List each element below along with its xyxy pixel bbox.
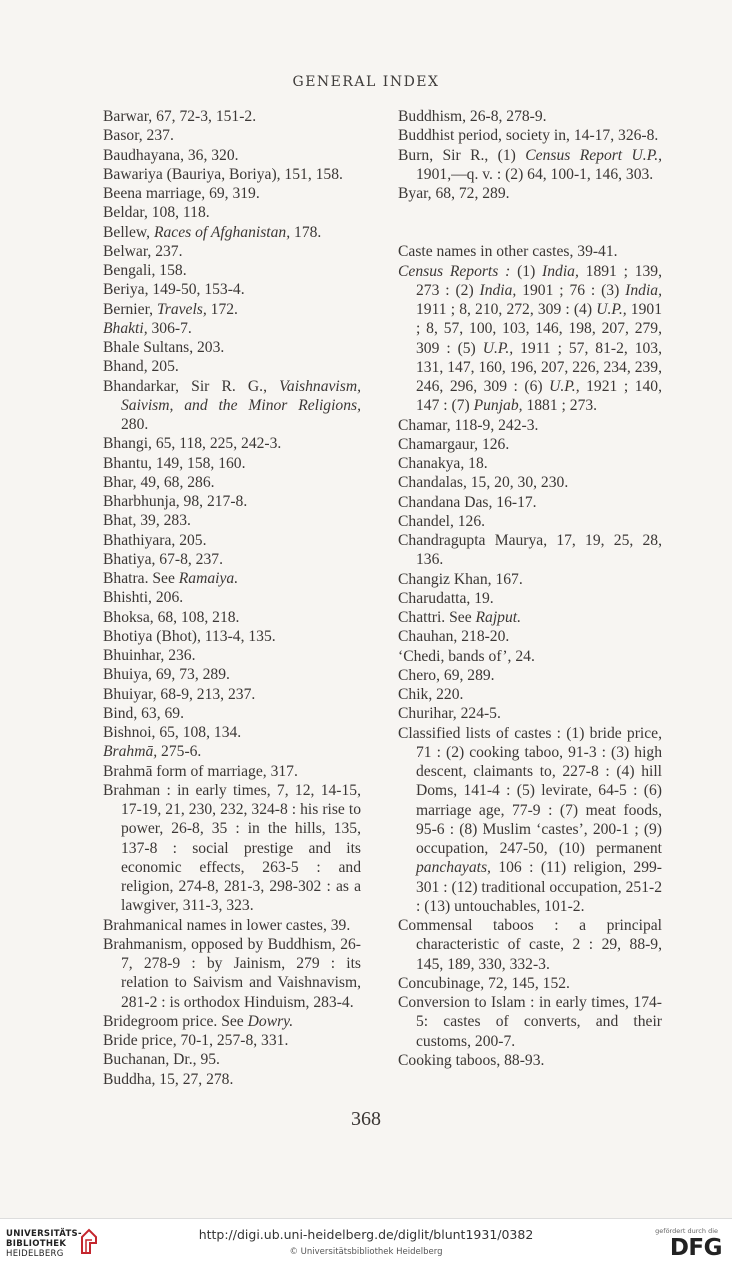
index-entry-italic: India, bbox=[542, 262, 579, 280]
index-entry bbox=[398, 242, 662, 261]
index-entry-italic: U.P., bbox=[482, 339, 514, 357]
copyright-notice: © Universitätsbibliothek Heidelberg bbox=[289, 1247, 443, 1257]
index-entry-text: 172. bbox=[206, 300, 238, 318]
index-entry-text: Chandalas, 15, 20, 30, 230. bbox=[398, 474, 569, 492]
index-entry-text: Brahmanical names in lower castes, 39. bbox=[103, 916, 351, 934]
index-group-c bbox=[398, 242, 662, 1070]
index-entry-text: Chamargaur, 126. bbox=[398, 435, 510, 453]
index-entry bbox=[103, 511, 361, 530]
index-entry bbox=[103, 685, 361, 704]
index-entry-italic: Rajput. bbox=[475, 609, 522, 626]
running-header: GENERAL INDEX bbox=[292, 74, 440, 90]
index-entry bbox=[398, 627, 662, 646]
index-entry-text: Chero, 69, 289. bbox=[398, 666, 495, 684]
logo-text-line3: HEIDELBERG bbox=[6, 1249, 64, 1259]
index-column-right bbox=[398, 107, 662, 1070]
index-entry bbox=[103, 1031, 361, 1050]
index-entry bbox=[398, 531, 662, 570]
index-entry-text: Charudatta, 19. bbox=[398, 589, 494, 607]
index-entry bbox=[103, 550, 361, 569]
index-entry-text: 1901,—q. v. : (2) 64, 100-1, 146, 303. bbox=[416, 165, 654, 183]
dfg-logo[interactable]: DFG bbox=[669, 1235, 722, 1261]
index-entry bbox=[398, 473, 662, 492]
index-entry-text: 1911 ; 8, 210, 272, 309 : (4) bbox=[416, 301, 597, 318]
index-entry-italic: Punjab, bbox=[473, 397, 523, 415]
index-entry-text: 1901 ; 76 : (3) bbox=[516, 281, 626, 299]
index-entry-text: Bridegroom price. See bbox=[103, 1012, 248, 1030]
index-entry bbox=[103, 588, 361, 607]
index-entry-text: 306-7. bbox=[147, 319, 192, 337]
index-entry-text: Bishnoi, 65, 108, 134. bbox=[103, 724, 242, 741]
index-entry bbox=[103, 1050, 361, 1069]
index-entry-text: Changiz Khan, 167. bbox=[398, 570, 523, 588]
index-entry bbox=[103, 261, 361, 280]
index-entry-text: Brahmā form of marriage, 317. bbox=[103, 762, 298, 780]
index-entry-text: Byar, 68, 72, 289. bbox=[398, 185, 510, 202]
index-entry bbox=[398, 570, 662, 589]
index-entry-italic: India, bbox=[625, 281, 662, 299]
index-entry-italic: U.P., bbox=[549, 378, 580, 395]
index-entry-text: Conversion to Islam : in early times, 174-5: castes of converts, and their customs, 200-7. bbox=[398, 994, 662, 1050]
index-entry bbox=[103, 646, 361, 665]
index-entry bbox=[398, 493, 662, 512]
index-entry-italic: U.P., bbox=[596, 301, 627, 318]
index-entry bbox=[398, 146, 662, 185]
index-entry bbox=[103, 223, 361, 242]
index-entry bbox=[398, 1051, 662, 1070]
index-entry-text: 106 : (11) religion, 299-301 : (12) traditional occupation, 251-2 : (13) untouchables, 101-2. bbox=[416, 859, 662, 915]
index-entry bbox=[103, 319, 361, 338]
index-entry bbox=[103, 473, 361, 492]
index-entry-text: Barwar, 67, 72-3, 151-2. bbox=[103, 108, 257, 125]
index-entry bbox=[103, 742, 361, 761]
index-entry-text: Bhale Sultans, 203. bbox=[103, 339, 225, 356]
index-entry bbox=[103, 704, 361, 723]
index-entry-text: Burn, Sir R., (1) bbox=[398, 146, 526, 164]
index-entry-text: Commensal taboos : a principal characteristic of caste, 2 : 29, 88-9, 145, 189, 330, 332-3. bbox=[398, 917, 662, 973]
index-entry bbox=[103, 1070, 361, 1089]
index-entry-text: ‘Chedi, bands of’, 24. bbox=[398, 647, 535, 665]
index-entry bbox=[398, 512, 662, 531]
index-entry-text: Bhuinhar, 236. bbox=[103, 647, 196, 664]
index-entry-text: Chanakya, 18. bbox=[398, 455, 488, 472]
index-entry-text: 178. bbox=[290, 223, 322, 241]
funded-by-label: gefördert durch die bbox=[655, 1227, 718, 1235]
index-entry-text: Belwar, 237. bbox=[103, 242, 183, 260]
index-entry-text: Chattri. See bbox=[398, 609, 476, 626]
index-entry-text: Bhatra. See bbox=[103, 570, 179, 587]
index-entry-text: Bhat, 39, 283. bbox=[103, 512, 191, 530]
index-entry-text: Bawariya (Bauriya, Boriya), 151, 158. bbox=[103, 165, 343, 183]
index-entry bbox=[103, 608, 361, 627]
index-entry-text: Caste names in other castes, 39-41. bbox=[398, 243, 618, 261]
index-entry-text: Bhotiya (Bhot), 113-4, 135. bbox=[103, 627, 276, 645]
index-entry bbox=[103, 723, 361, 742]
index-entry-italic: Census Reports : bbox=[398, 262, 511, 280]
index-entry-text: Chandragupta Maurya, 17, 19, 25, 28, 136. bbox=[398, 532, 662, 569]
index-entry-text: Buchanan, Dr., 95. bbox=[103, 1051, 220, 1069]
index-entry-italic: Travels, bbox=[156, 300, 207, 318]
index-entry-text: Chauhan, 218-20. bbox=[398, 628, 510, 646]
index-entry bbox=[398, 666, 662, 685]
index-entry-text: 1891 ; 139, 273 : (2) bbox=[416, 262, 662, 299]
section-gap bbox=[398, 203, 662, 242]
index-group-b bbox=[398, 107, 662, 203]
index-entry bbox=[103, 492, 361, 511]
index-entry-italic: Dowry. bbox=[247, 1012, 294, 1030]
index-entry bbox=[103, 165, 361, 184]
index-entry-text: Chik, 220. bbox=[398, 686, 464, 703]
index-entry bbox=[103, 357, 361, 376]
index-entry bbox=[103, 1012, 361, 1031]
index-entry-text: Churihar, 224-5. bbox=[398, 705, 501, 723]
index-entry bbox=[398, 704, 662, 723]
index-entry-italic: Census Report U.P., bbox=[525, 146, 663, 164]
index-entry bbox=[103, 454, 361, 473]
index-entry-text: Bhar, 49, 68, 286. bbox=[103, 473, 215, 491]
index-entry bbox=[398, 993, 662, 1051]
index-entry-text: Chandel, 126. bbox=[398, 512, 486, 530]
index-entry-text: 1881 ; 273. bbox=[522, 397, 598, 415]
index-entry-text: Bharbhunja, 98, 217-8. bbox=[103, 493, 248, 510]
index-entry bbox=[103, 531, 361, 550]
index-entry-text: Bride price, 70-1, 257-8, 331. bbox=[103, 1032, 289, 1049]
index-entry bbox=[398, 416, 662, 435]
index-entry-text: Bhandarkar, Sir R. G., bbox=[103, 377, 280, 395]
index-entry-text: Cooking taboos, 88-93. bbox=[398, 1051, 545, 1069]
index-entry bbox=[398, 184, 662, 203]
index-entry bbox=[398, 647, 662, 666]
index-entry bbox=[103, 146, 361, 165]
index-entry bbox=[103, 935, 361, 1012]
index-entry bbox=[398, 724, 662, 917]
index-entry-italic: Bhakti, bbox=[103, 319, 148, 337]
index-entry-text: Basor, 237. bbox=[103, 127, 174, 145]
page-number: 368 bbox=[351, 1108, 381, 1130]
index-entry bbox=[103, 569, 361, 588]
index-entry bbox=[103, 242, 361, 261]
index-entry-italic: Brahmā, bbox=[103, 743, 158, 761]
index-entry-italic: Vaishnavism, Saivism, and the Minor Religions, bbox=[121, 377, 361, 414]
index-entry-text: Concubinage, 72, 145, 152. bbox=[398, 974, 570, 992]
index-entry bbox=[398, 262, 662, 416]
index-entry-text: 280. bbox=[121, 416, 149, 433]
index-entry bbox=[398, 107, 662, 126]
index-entry-text: Bind, 63, 69. bbox=[103, 704, 185, 722]
index-entry bbox=[398, 454, 662, 473]
index-entry bbox=[103, 665, 361, 684]
index-entry-text: Bhangi, 65, 118, 225, 242-3. bbox=[103, 435, 282, 453]
index-entry bbox=[103, 434, 361, 453]
index-entry bbox=[103, 916, 361, 935]
index-entry bbox=[398, 974, 662, 993]
index-entry bbox=[103, 377, 361, 435]
index-entry-text: Bhoksa, 68, 108, 218. bbox=[103, 608, 240, 626]
index-entry-text: Bhishti, 206. bbox=[103, 589, 184, 607]
logo-text-line1: UNIVERSITÄTS- bbox=[6, 1229, 82, 1239]
index-entry bbox=[103, 762, 361, 781]
index-entry-text: Classified lists of castes : (1) bride price, 71 : (2) cooking taboo, 91-3 : (3) high descent, claimants to, 227-8 : (4) hill Doms, 141-4 : (5) levirate, 64-5 : (6) marriage age, 77-9 : (7) meat foods, 95-6 : (8) Muslim ‘castes’, 200-1 ; (9) occupation, 247-50, (10) permanent bbox=[398, 724, 662, 857]
index-entry bbox=[398, 685, 662, 704]
index-entry-italic: India, bbox=[479, 281, 517, 299]
index-entry bbox=[103, 280, 361, 299]
index-entry-text: Beena marriage, 69, 319. bbox=[103, 185, 260, 202]
index-entry-italic: Ramaiya. bbox=[178, 570, 239, 587]
index-entry-text: Bhuiyar, 68-9, 213, 237. bbox=[103, 685, 256, 703]
index-entry-text: Bhatiya, 67-8, 237. bbox=[103, 550, 223, 568]
index-entry bbox=[103, 781, 361, 916]
index-entry-text: Buddhism, 26-8, 278-9. bbox=[398, 108, 547, 125]
index-entry-text: 1901 ; 8, 57, 100, 103, 146, 198, 207, 279, 309 : (5) bbox=[416, 301, 662, 357]
index-entry-text: Beldar, 108, 118. bbox=[103, 204, 210, 222]
index-entry bbox=[398, 589, 662, 608]
index-entry-text: (1) bbox=[510, 262, 543, 280]
index-entry-text: Brahman : in early times, 7, 12, 14-15, 17-19, 21, 230, 232, 324-8 : his rise to power, 26-8, 35 : in the hills, 135, 137-8 : social prestige and its economic effects, 263-5 : and religion, 274-8, 281-3, 298-302 : as a lawgiver, 311-3, 323. bbox=[103, 781, 361, 915]
index-entry bbox=[398, 608, 662, 627]
index-entry-italic: Races of Afghanistan, bbox=[153, 223, 291, 241]
permalink-url[interactable]: http://digi.ub.uni-heidelberg.de/diglit/blunt1931/0382 bbox=[198, 1227, 534, 1242]
index-entry-text: Bengali, 158. bbox=[103, 262, 187, 279]
index-entry-italic: panchayats, bbox=[416, 859, 491, 877]
index-entry bbox=[103, 184, 361, 203]
index-entry-text: 1921 ; 140, 147 : (7) bbox=[416, 378, 662, 415]
index-column-left bbox=[103, 107, 361, 1089]
index-entry-text: Bhand, 205. bbox=[103, 358, 179, 376]
index-entry-text: Bhuiya, 69, 73, 289. bbox=[103, 666, 230, 684]
index-entry-text: Beriya, 149-50, 153-4. bbox=[103, 281, 245, 299]
index-entry bbox=[103, 203, 361, 222]
index-entry-text: Bernier, bbox=[103, 300, 157, 318]
index-entry-text: 1911 ; 57, 81-2, 103, 131, 147, 160, 196, 207, 226, 234, 239, 246, 296, 309 : (6) bbox=[416, 339, 662, 395]
index-entry-text: Chamar, 118-9, 242-3. bbox=[398, 416, 539, 434]
index-entry bbox=[103, 627, 361, 646]
index-entry bbox=[103, 107, 361, 126]
index-entry-text: Bhantu, 149, 158, 160. bbox=[103, 454, 246, 472]
index-entry-text: Bellew, bbox=[103, 223, 154, 241]
index-entry-text: 275-6. bbox=[157, 743, 202, 761]
index-entry bbox=[103, 338, 361, 357]
index-entry-text: Buddha, 15, 27, 278. bbox=[103, 1070, 234, 1088]
index-entry bbox=[398, 916, 662, 974]
index-entry-text: Chandana Das, 16-17. bbox=[398, 493, 537, 511]
index-entry bbox=[398, 435, 662, 454]
index-entry bbox=[398, 126, 662, 145]
index-entry bbox=[103, 300, 361, 319]
index-entry-text: Bhathiyara, 205. bbox=[103, 531, 207, 549]
index-entry bbox=[103, 126, 361, 145]
logo-text-line2: BIBLIOTHEK bbox=[6, 1239, 67, 1249]
index-entry-text: Baudhayana, 36, 320. bbox=[103, 146, 239, 164]
library-footer bbox=[0, 1218, 732, 1264]
index-entry-text: Buddhist period, society in, 14-17, 326-8. bbox=[398, 127, 659, 145]
index-entry-text: Brahmanism, opposed by Buddhism, 26-7, 278-9 : by Jainism, 279 : its relation to Saivism and Vaishnavism, 281-2 : is orthodox Hinduism, 283-4. bbox=[103, 935, 361, 1011]
